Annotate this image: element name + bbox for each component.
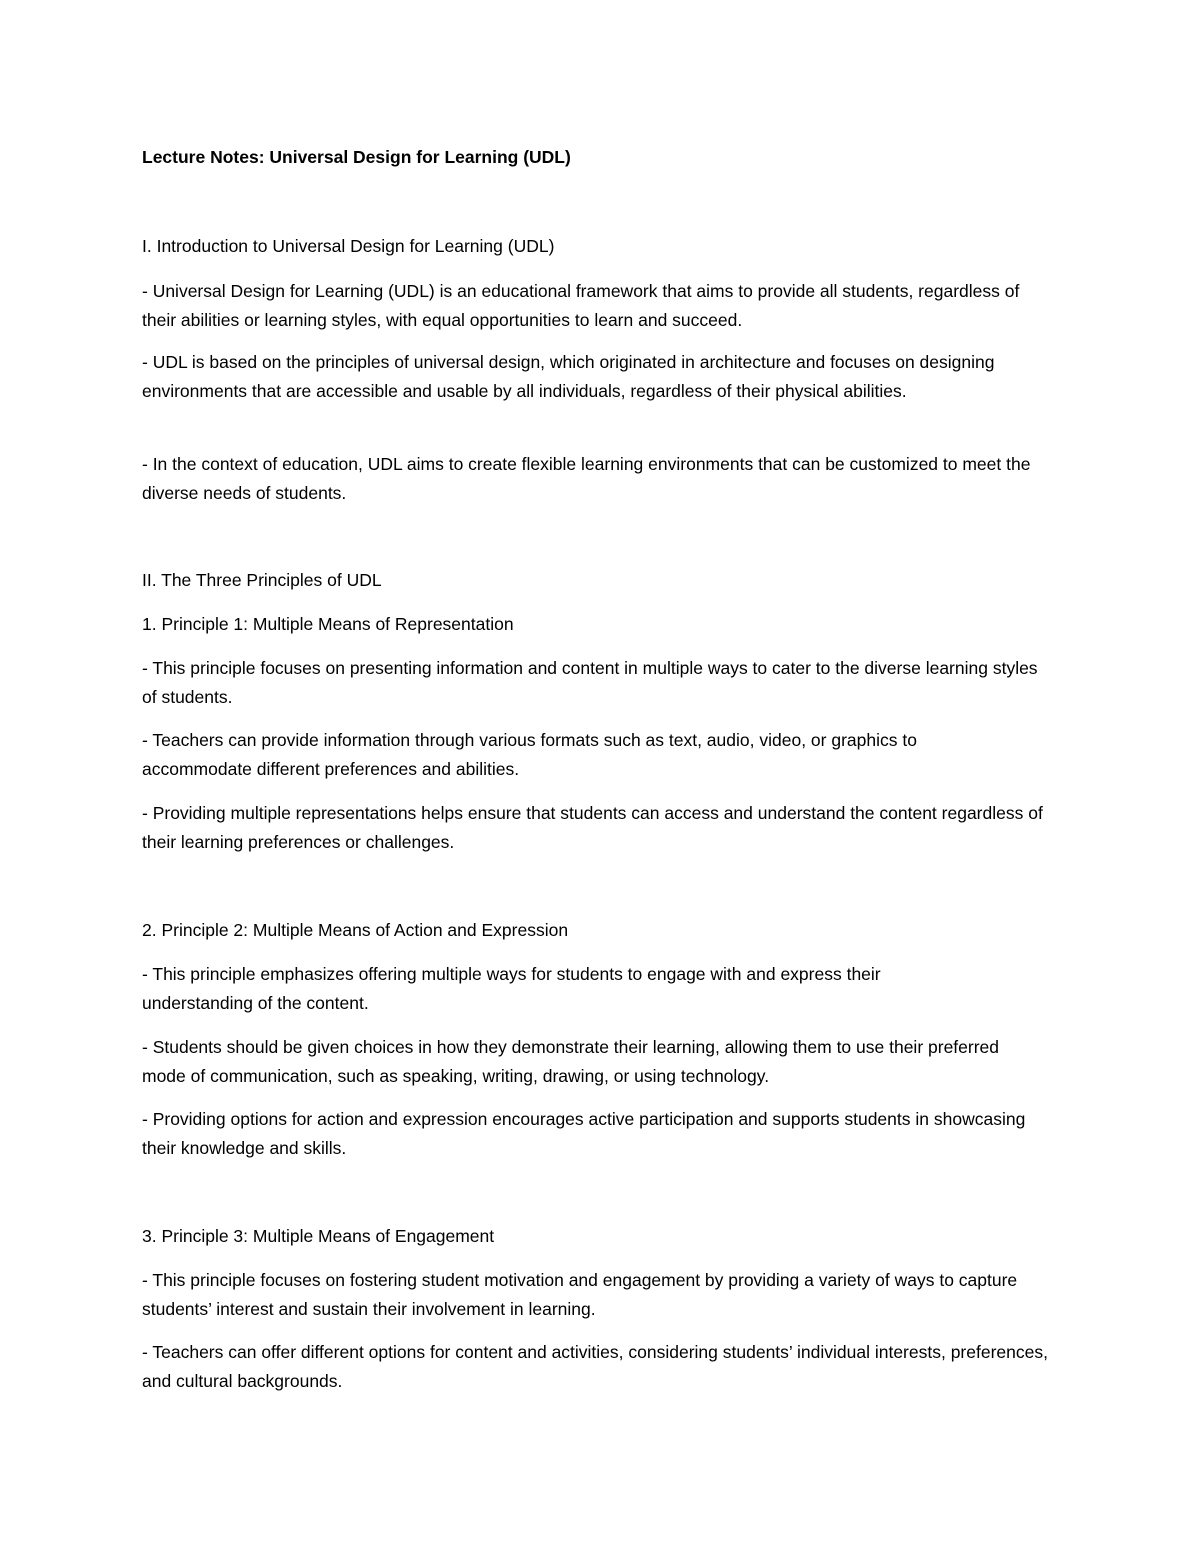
paragraph-udl-definition: - Universal Design for Learning (UDL) is an educational framework that aims to provide all students, regardless of their abilities or learning styles, with equal opportunities to learn and succeed. [142,281,1020,330]
principle-3-paragraph-1: - This principle focuses on fostering student motivation and engagement by providing a variety of ways to capture students’ interest and sustain their involvement in learning. [142,1270,1018,1319]
principle-3-heading: 3. Principle 3: Multiple Means of Engagement [142,1226,495,1246]
principle-2-heading: 2. Principle 2: Multiple Means of Action and Expression [142,920,569,940]
principle-1-paragraph-2: - Teachers can provide information through various formats such as text, audio, video, or graphics to accommodate different preferences and abilities. [142,730,917,779]
principle-1-heading: 1. Principle 1: Multiple Means of Representation [142,614,514,634]
principle-3-paragraph-2: - Teachers can offer different options for content and activities, considering students’ individual interests, preferences, and cultural backgrounds. [142,1342,1048,1391]
principle-2-paragraph-1: - This principle emphasizes offering multiple ways for students to engage with and express their understanding of the content. [142,964,881,1013]
paragraph-udl-origin: - UDL is based on the principles of universal design, which originated in architecture and focuses on designing environments that are accessible and usable by all individuals, regardless of their physical abilities. [142,352,995,401]
principle-2-paragraph-3: - Providing options for action and expression encourages active participation and supports students in showcasing their knowledge and skills. [142,1109,1026,1158]
principle-1-paragraph-3: - Providing multiple representations helps ensure that students can access and understand the content regardless of their learning preferences or challenges. [142,803,1043,852]
paragraph-udl-education-context: - In the context of education, UDL aims to create flexible learning environments that can be customized to meet the diverse needs of students. [142,454,1031,503]
section-heading-introduction: I. Introduction to Universal Design for Learning (UDL) [142,236,555,256]
principle-2-paragraph-2: - Students should be given choices in how they demonstrate their learning, allowing them to use their preferred mode of communication, such as speaking, writing, drawing, or using technology. [142,1037,1000,1086]
document-title: Lecture Notes: Universal Design for Learning (UDL) [142,147,571,167]
principle-1-paragraph-1: - This principle focuses on presenting information and content in multiple ways to cater to the diverse learning styles of students. [142,658,1038,707]
section-heading-three-principles: II. The Three Principles of UDL [142,570,382,590]
